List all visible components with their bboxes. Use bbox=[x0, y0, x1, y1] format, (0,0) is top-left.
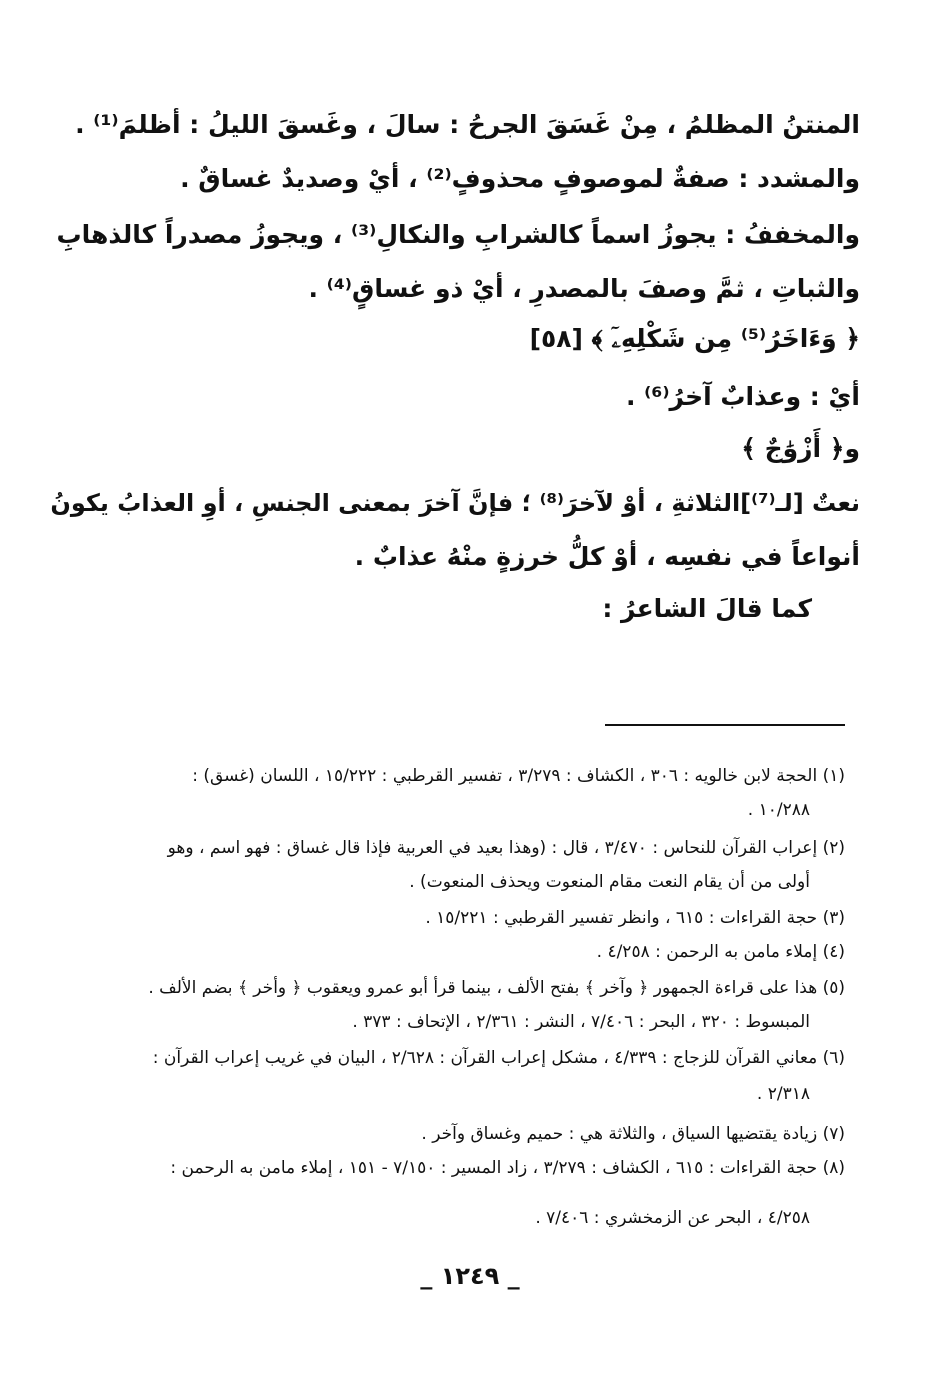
body-line-1: المنتنُ المظلمُ ، مِنْ غَسَقَ الجرحُ : سالَ ، وغَسقَ الليلُ : أظلمَ⁽¹⁾ . bbox=[75, 110, 860, 139]
footnote-6-cont: ٢/٣١٨ . bbox=[756, 1084, 810, 1104]
footnote-4: (٤) إملاء مامن به الرحمن : ٤/٢٥٨ . bbox=[596, 942, 845, 962]
body-line-9: أنواعاً في نفسِه ، أوْ كلُّ خرزةٍ منْهُ عذابٌ . bbox=[354, 542, 860, 571]
footnote-1-cont: ١٠/٢٨٨ . bbox=[747, 800, 810, 820]
footnote-8: (٨) حجة القراءات : ٦١٥ ، الكشاف : ٣/٢٧٩ ، زاد المسير : ٧/١٥٠ - ١٥١ ، إملاء مامن به الرحمن : bbox=[170, 1158, 845, 1178]
body-line-4: والثباتِ ، ثمَّ وصفَ بالمصدرِ ، أيْ ذو غساقٍ⁽⁴⁾ . bbox=[308, 274, 860, 303]
footnote-5: (٥) هذا على قراءة الجمهور ﴿ وآخر ﴾ بفتح الألف ، بينما قرأ أبو عمرو ويعقوب ﴿ وأخر ﴾ بضم الألف . bbox=[148, 978, 845, 998]
footnote-2-cont: أولى من أن يقام النعت مقام المنعوت ويحذف المنعوت) . bbox=[409, 872, 810, 892]
footnote-7: (٧) زيادة يقتضيها السياق ، والثلاثة هي : حميم وغساق وآخر . bbox=[421, 1124, 845, 1144]
body-line-2: والمشدد : صفةٌ لموصوفٍ محذوفٍ⁽²⁾ ، أيْ وصديدٌ غساقٌ . bbox=[180, 164, 860, 193]
footnote-8-cont: ٤/٢٥٨ ، البحر عن الزمخشري : ٧/٤٠٦ . bbox=[535, 1208, 810, 1228]
page-number: _ ١٢٤٩ _ bbox=[420, 1262, 520, 1290]
footnote-1: (١) الحجة لابن خالويه : ٣٠٦ ، الكشاف : ٣/٢٧٩ ، تفسير القرطبي : ١٥/٢٢٢ ، اللسان (غسق) : bbox=[192, 766, 845, 786]
footnote-3: (٣) حجة القراءات : ٦١٥ ، وانظر تفسير القرطبي : ١٥/٢٢١ . bbox=[425, 908, 845, 928]
body-line-6: أيْ : وعذابٌ آخرُ⁽⁶⁾ . bbox=[625, 382, 860, 411]
body-line-8: نعتٌ [لـ⁽⁷⁾]الثلاثةِ ، أوْ لآخرَ⁽⁸⁾ ؛ فإنَّ آخرَ بمعنى الجنسِ ، أوِ العذابُ يكونُ bbox=[50, 489, 860, 517]
footnote-2: (٢) إعراب القرآن للنحاس : ٣/٤٧٠ ، قال : (وهذا بعيد في العربية فإذا قال غساق : فهو اسم ، وهو bbox=[167, 838, 845, 858]
quran-quote-1: ﴿ وَءَاخَرُ⁽⁵⁾ مِن شَكْلِهِۦٓ ﴾ [٥٨] bbox=[529, 324, 860, 353]
body-line-10: كما قالَ الشاعرُ : bbox=[602, 594, 812, 623]
quran-quote-2: و﴿ أَزْوَٰجٌ ﴾ bbox=[741, 434, 860, 463]
body-line-3: والمخففُ : يجوزُ اسماً كالشرابِ والنكالِ⁽³⁾ ، ويجوزُ مصدراً كالذهابِ bbox=[56, 220, 860, 249]
footnote-5-cont: المبسوط : ٣٢٠ ، البحر : ٧/٤٠٦ ، النشر : ٢/٣٦١ ، الإتحاف : ٣٧٣ . bbox=[352, 1012, 810, 1032]
footnote-6: (٦) معاني القرآن للزجاج : ٤/٣٣٩ ، مشكل إعراب القرآن : ٢/٦٢٨ ، البيان في غريب إعراب القرآن : bbox=[152, 1048, 845, 1068]
footnote-separator bbox=[605, 724, 845, 726]
